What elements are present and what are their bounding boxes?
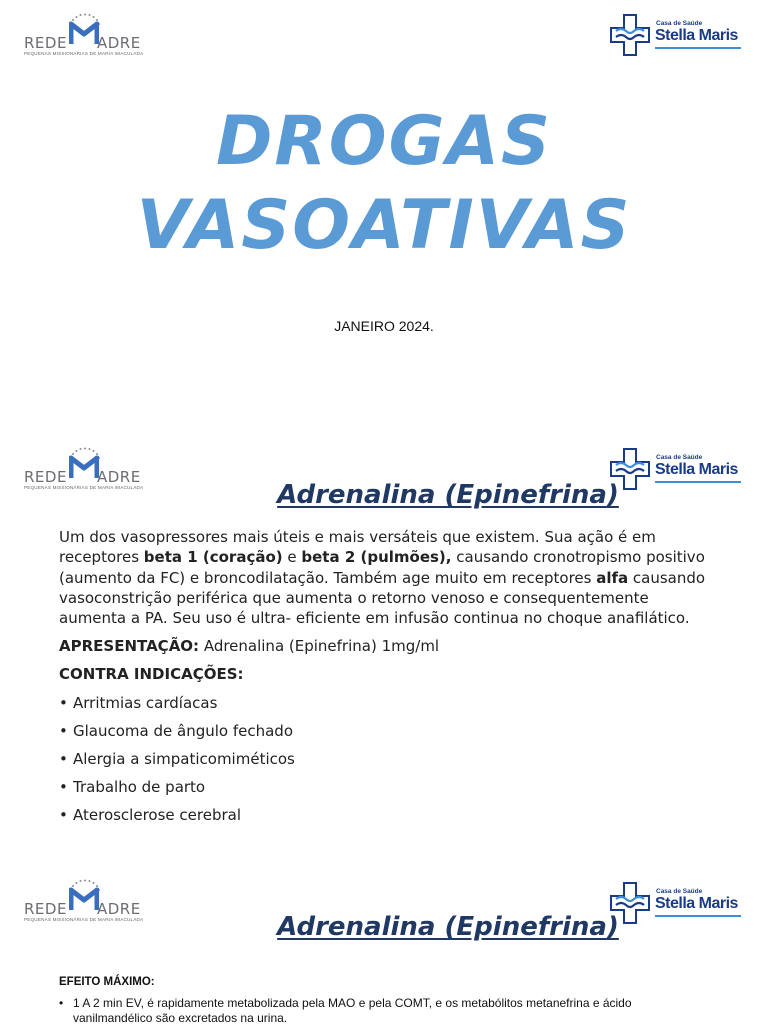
stella-small-text: Casa de Saúde [656, 20, 703, 27]
logo-tagline: PEQUENAS MISSIONÁRIAS DE MARIA IMACULADA [24, 485, 144, 490]
intro-bold-beta2: beta 2 (pulmões), [301, 548, 452, 567]
cover-date: JANEIRO 2024. [334, 318, 434, 334]
madre-m-icon [69, 452, 99, 480]
stella-small-text: Casa de Saúde [656, 454, 703, 461]
intro-text-2: e [282, 548, 302, 567]
list-item: • 1 A 2 min EV, é rapidamente metabolizada pela MAO e pela COMT, e os metabólitos metanefrina e ácido vanilmandélico são excretados na urina. [59, 996, 709, 1026]
madre-m-icon [69, 18, 99, 46]
list-item: • Arritmias cardíacas [59, 694, 218, 712]
stella-small-text: Casa de Saúde [656, 888, 703, 895]
list-item: • Aterosclerose cerebral [59, 806, 241, 824]
contra-indicacoes-heading [59, 665, 244, 683]
logo-word-right: ADRE [97, 34, 141, 52]
logo-tagline: PEQUENAS MISSIONÁRIAS DE MARIA IMACULADA [24, 51, 144, 56]
list-item: • Trabalho de parto [59, 778, 206, 796]
logo-word-left: REDE [24, 900, 67, 918]
cover-title-line2: VASOATIVAS [136, 186, 632, 265]
stella-maris-logo [610, 14, 746, 58]
cover-title [0, 100, 768, 268]
cross-icon [610, 14, 650, 56]
madre-m-icon [69, 884, 99, 912]
list-item: • Alergia a simpaticomiméticos [59, 750, 295, 768]
rede-madre-logo [24, 12, 146, 58]
slide-adrenalina-1 [0, 434, 768, 866]
apresentacao-value: Adrenalina (Epinefrina) 1mg/ml [199, 637, 440, 655]
intro-paragraph [59, 527, 719, 628]
intro-text-4: causando vasoconstrição periférica que aumenta o retorno venoso e consequentemente aumenta a PA. Seu uso é ultra- eficiente em infusão continua no choque anafilático. [59, 568, 706, 628]
stella-name: Stella Maris [655, 895, 738, 912]
intro-text-1: Um dos vasopressores mais úteis e mais versáteis que existem. Sua ação é em receptores [59, 528, 656, 567]
stella-underline [655, 47, 741, 49]
slide-title: Adrenalina (Epinefrina) [277, 480, 619, 510]
stella-name: Stella Maris [655, 461, 738, 478]
logo-word-right: ADRE [97, 900, 141, 918]
efeito-maximo-heading: EFEITO MÁXIMO: [59, 976, 155, 988]
apresentacao-label: APRESENTAÇÃO: [59, 637, 200, 655]
logo-word-right: ADRE [97, 468, 141, 486]
list-item: • Glaucoma de ângulo fechado [59, 722, 293, 740]
intro-text-3: causando cronotropismo positivo (aumento da FC) e broncodilatação. Também age muito em receptores [59, 548, 705, 587]
efeito-maximo-text: 1 A 2 min EV, é rapidamente metabolizada pela MAO e pela COMT, e os metabólitos metanefrina e ácido vanilmandélico são excretados na urina. [73, 996, 632, 1025]
cover-title-line1: DROGAS [215, 102, 553, 181]
slide-adrenalina-2 [0, 868, 768, 1024]
intro-bold-beta1: beta 1 (coração) [143, 548, 283, 567]
slide-title: Adrenalina (Epinefrina) [277, 912, 619, 942]
contra-label: CONTRA INDICAÇÕES: [59, 665, 244, 683]
slide-cover [0, 0, 768, 432]
logo-word-left: REDE [24, 468, 67, 486]
contraindications-list [59, 693, 295, 833]
logo-word-left: REDE [24, 34, 67, 52]
intro-bold-alfa: alfa [596, 568, 629, 587]
logo-tagline: PEQUENAS MISSIONÁRIAS DE MARIA IMACULADA [24, 917, 144, 922]
stella-name: Stella Maris [655, 27, 738, 44]
apresentacao-line [59, 637, 439, 655]
